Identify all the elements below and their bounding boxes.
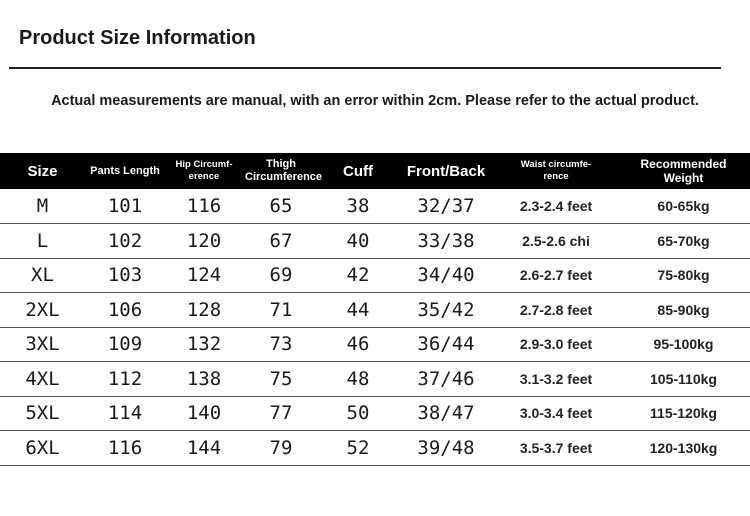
cell-cuff: 52 <box>346 436 370 459</box>
page-title: Product Size Information <box>19 27 256 49</box>
cell-hip: 132 <box>186 333 222 356</box>
header-waist-circumference <box>495 153 617 189</box>
cell-size: 5XL <box>25 402 60 425</box>
cell-pants-length: 106 <box>107 298 143 321</box>
cell-weight: 95-100kg <box>653 336 714 353</box>
header-pants-length: Pants Length <box>90 164 160 177</box>
cell-cuff: 44 <box>346 298 370 321</box>
cell-cuff: 38 <box>346 195 370 217</box>
cell-front-back: 32/37 <box>417 195 475 217</box>
cell-weight: 75-80kg <box>657 267 710 284</box>
cell-size: M <box>36 195 49 217</box>
cell-waist: 3.5-3.7 feet <box>519 439 593 456</box>
cell-pants-length: 114 <box>107 402 143 425</box>
cell-size: L <box>36 229 49 252</box>
header-weight-line2: Weight <box>663 171 704 185</box>
table-row <box>0 396 750 431</box>
cell-waist: 2.7-2.8 feet <box>519 301 593 318</box>
cell-front-back: 35/42 <box>417 298 475 321</box>
cell-front-back: 39/48 <box>417 436 475 459</box>
cell-thigh: 73 <box>269 333 293 356</box>
title-divider <box>9 67 721 69</box>
header-hip-line2: erence <box>188 171 220 182</box>
table-row <box>0 293 750 328</box>
cell-pants-length: 103 <box>107 264 143 287</box>
header-waist-line1: Waist circumfe- <box>520 159 592 170</box>
cell-hip: 120 <box>186 229 222 252</box>
cell-thigh: 65 <box>269 195 293 217</box>
size-table <box>0 153 750 466</box>
cell-cuff: 40 <box>346 229 370 252</box>
cell-size: XL <box>31 264 54 287</box>
cell-pants-length: 116 <box>107 436 143 459</box>
table-row <box>0 327 750 362</box>
cell-waist: 2.5-2.6 chi <box>522 232 590 249</box>
cell-cuff: 46 <box>346 333 370 356</box>
cell-waist: 3.0-3.4 feet <box>519 405 593 422</box>
table-row <box>0 189 750 224</box>
cell-front-back: 38/47 <box>417 402 475 425</box>
measurement-note: Actual measurements are manual, with an error within 2cm. Please refer to the actual product. <box>51 93 699 109</box>
cell-front-back: 37/46 <box>417 367 475 390</box>
cell-pants-length: 112 <box>107 367 143 390</box>
table-header-row <box>0 153 750 189</box>
cell-thigh: 75 <box>269 367 293 390</box>
cell-size: 4XL <box>25 367 60 390</box>
cell-hip: 144 <box>186 436 222 459</box>
header-thigh-circumference <box>243 153 323 189</box>
table-row <box>0 224 750 259</box>
cell-cuff: 50 <box>346 402 370 425</box>
cell-hip: 140 <box>186 402 222 425</box>
header-thigh-line2: Circumference <box>245 171 323 183</box>
header-hip-circumference <box>165 153 243 189</box>
header-size: Size <box>27 162 58 180</box>
cell-cuff: 48 <box>346 367 370 390</box>
table-row <box>0 258 750 293</box>
cell-weight: 105-110kg <box>650 370 717 387</box>
cell-pants-length: 101 <box>107 195 143 217</box>
cell-size: 3XL <box>25 333 60 356</box>
cell-hip: 124 <box>186 264 222 287</box>
cell-weight: 60-65kg <box>657 198 710 214</box>
cell-front-back: 33/38 <box>417 229 475 252</box>
cell-weight: 85-90kg <box>657 301 710 318</box>
header-cuff: Cuff <box>343 162 373 180</box>
cell-waist: 2.3-2.4 feet <box>519 198 593 214</box>
cell-pants-length: 109 <box>107 333 143 356</box>
cell-hip: 116 <box>186 195 222 217</box>
cell-front-back: 36/44 <box>417 333 475 356</box>
cell-front-back: 34/40 <box>417 264 475 287</box>
header-weight-line1: Recommended <box>640 157 727 171</box>
cell-waist: 3.1-3.2 feet <box>519 370 593 387</box>
cell-waist: 2.9-3.0 feet <box>519 336 593 353</box>
cell-thigh: 71 <box>269 298 293 321</box>
cell-hip: 128 <box>186 298 222 321</box>
cell-cuff: 42 <box>346 264 370 287</box>
table-row <box>0 362 750 397</box>
header-thigh-line1: Thigh <box>266 158 296 170</box>
cell-size: 2XL <box>25 298 60 321</box>
header-recommended-weight <box>617 153 750 189</box>
cell-size: 6XL <box>25 436 60 459</box>
header-front-back: Front/Back <box>406 162 486 180</box>
cell-pants-length: 102 <box>107 229 143 252</box>
cell-weight: 115-120kg <box>650 405 717 422</box>
cell-thigh: 67 <box>269 229 293 252</box>
header-waist-line2: rence <box>543 171 569 182</box>
cell-weight: 120-130kg <box>649 439 718 456</box>
header-hip-line1: Hip Circumf- <box>175 159 233 170</box>
table-row <box>0 431 750 466</box>
cell-thigh: 69 <box>269 264 293 287</box>
cell-thigh: 79 <box>269 436 293 459</box>
cell-hip: 138 <box>186 367 222 390</box>
cell-weight: 65-70kg <box>657 232 710 249</box>
cell-waist: 2.6-2.7 feet <box>519 267 593 284</box>
cell-thigh: 77 <box>269 402 293 425</box>
